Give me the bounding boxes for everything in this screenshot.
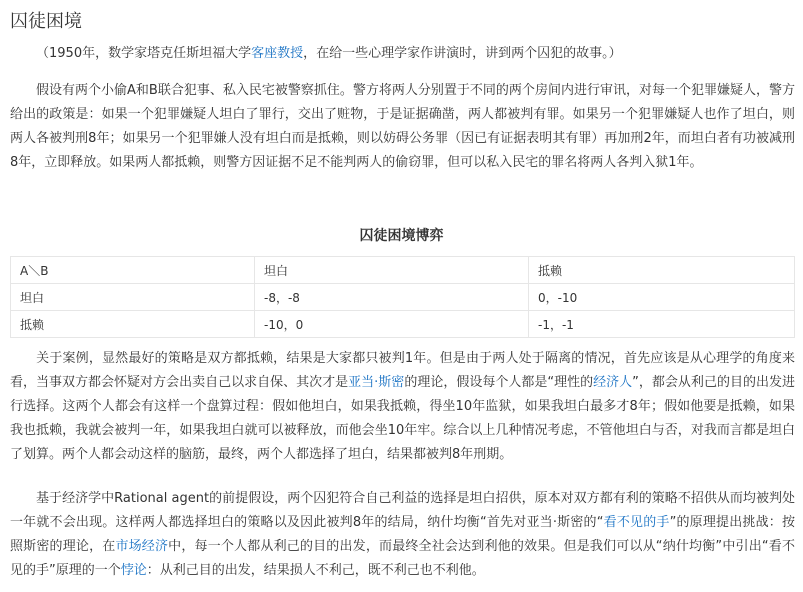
link-visiting-professor[interactable]: 客座教授 — [251, 46, 304, 61]
paragraph-conclusion-text: 基于经济学中Rational agent的前提假设，两个囚犯符合自己利益的选择是坦白招供，原本对双方都有利的策略不招供从而均被判处一年就不会出现。这样两人都选择坦白的策略以及因此被判8年的结局，纳什均衡“首先对亚当·斯密的“ — [10, 491, 795, 530]
table-cell: 抵赖 — [11, 311, 255, 338]
intro-note — [10, 44, 790, 64]
paragraph-analysis-text: 的理论，假设每个人都是“理性的 — [404, 375, 594, 390]
table-cell: 坦白 — [11, 284, 255, 311]
paragraph-conclusion-text: ：从利己目的出发，结果损人不利己，既不利己也不利他。 — [146, 563, 485, 578]
page-title: 囚徒困境 — [10, 11, 82, 32]
intro-text-after: ，在给一些心理学家作讲演时，讲到两个囚犯的故事。） — [303, 46, 622, 61]
table-cell: -10，0 — [255, 311, 529, 338]
payoff-table — [10, 256, 795, 338]
paragraph-analysis — [10, 347, 795, 467]
paragraph-conclusion-text: ”的原理提出挑战：按照斯密的理论，在 — [10, 515, 795, 554]
table-cell: -8，-8 — [255, 284, 529, 311]
paragraph-conclusion-text: 中，每一个人都从利己的目的出发，而最终全社会达到利他的效果。但是我们可以从“纳什均衡”中引出“看不见的手”原理的一个 — [10, 539, 795, 578]
table-caption: 囚徒困境博弈 — [359, 228, 444, 244]
table-row — [11, 284, 795, 311]
link-economic-man[interactable]: 经济人 — [593, 375, 633, 390]
table-cell: -1，-1 — [529, 311, 795, 338]
intro-text-before: （1950年，数学家塔克任斯坦福大学 — [36, 46, 252, 61]
link-invisible-hand[interactable]: 看不见的手 — [603, 515, 670, 530]
table-header-cell: 抵赖 — [529, 257, 795, 284]
table-header-cell: A＼B — [11, 257, 255, 284]
link-market-economy[interactable]: 市场经济 — [115, 539, 169, 554]
paragraph-conclusion — [10, 487, 795, 583]
link-paradox[interactable]: 悖论 — [120, 563, 147, 578]
paragraph-analysis-text: ”，都会从利己的目的出发进行选择。这两个人都会有这样一个盘算过程：假如他坦白，如果我抵赖，得坐10年监狱，如果我坦白最多才8年；假如他要是抵赖，如果我也抵赖，我就会被判一年，如果我坦白就可以被释放，而他会坐10年牢。综合以上几种情况考虑，不管他坦白与否，对我而言都是坦白了划算。两个人都会动这样的脑筋，最终，两个人都选择了坦白，结果都被判8年刑期。 — [10, 375, 795, 462]
table-header-cell: 坦白 — [255, 257, 529, 284]
table-cell: 0，-10 — [529, 284, 795, 311]
paragraph-scenario — [10, 79, 795, 175]
paragraph-scenario-text: 假设有两个小偷A和B联合犯事、私入民宅被警察抓住。警方将两人分别置于不同的两个房间内进行审讯，对每一个犯罪嫌疑人，警方给出的政策是：如果一个犯罪嫌疑人坦白了罪行，交出了赃物，于是证据确凿，两人都被判有罪。如果另一个犯罪嫌疑人也作了坦白，则两人各被判刑8年；如果另一个犯罪嫌人没有坦白而是抵赖，则以妨碍公务罪（因已有证据表明其有罪）再加刑2年，而坦白者有功被减刑8年，立即释放。如果两人都抵赖，则警方因证据不足不能判两人的偷窃罪，但可以私入民宅的罪名将两人各判入狱1年。 — [10, 83, 795, 170]
table-header-row — [11, 257, 795, 284]
link-adam-smith[interactable]: 亚当·斯密 — [348, 375, 405, 390]
paragraph-analysis-text: 关于案例，显然最好的策略是双方都抵赖，结果是大家都只被判1年。但是由于两人处于隔离的情况，首先应该是从心理学的角度来看，当事双方都会怀疑对方会出卖自己以求自保、其次才是 — [10, 351, 795, 390]
table-row — [11, 311, 795, 338]
